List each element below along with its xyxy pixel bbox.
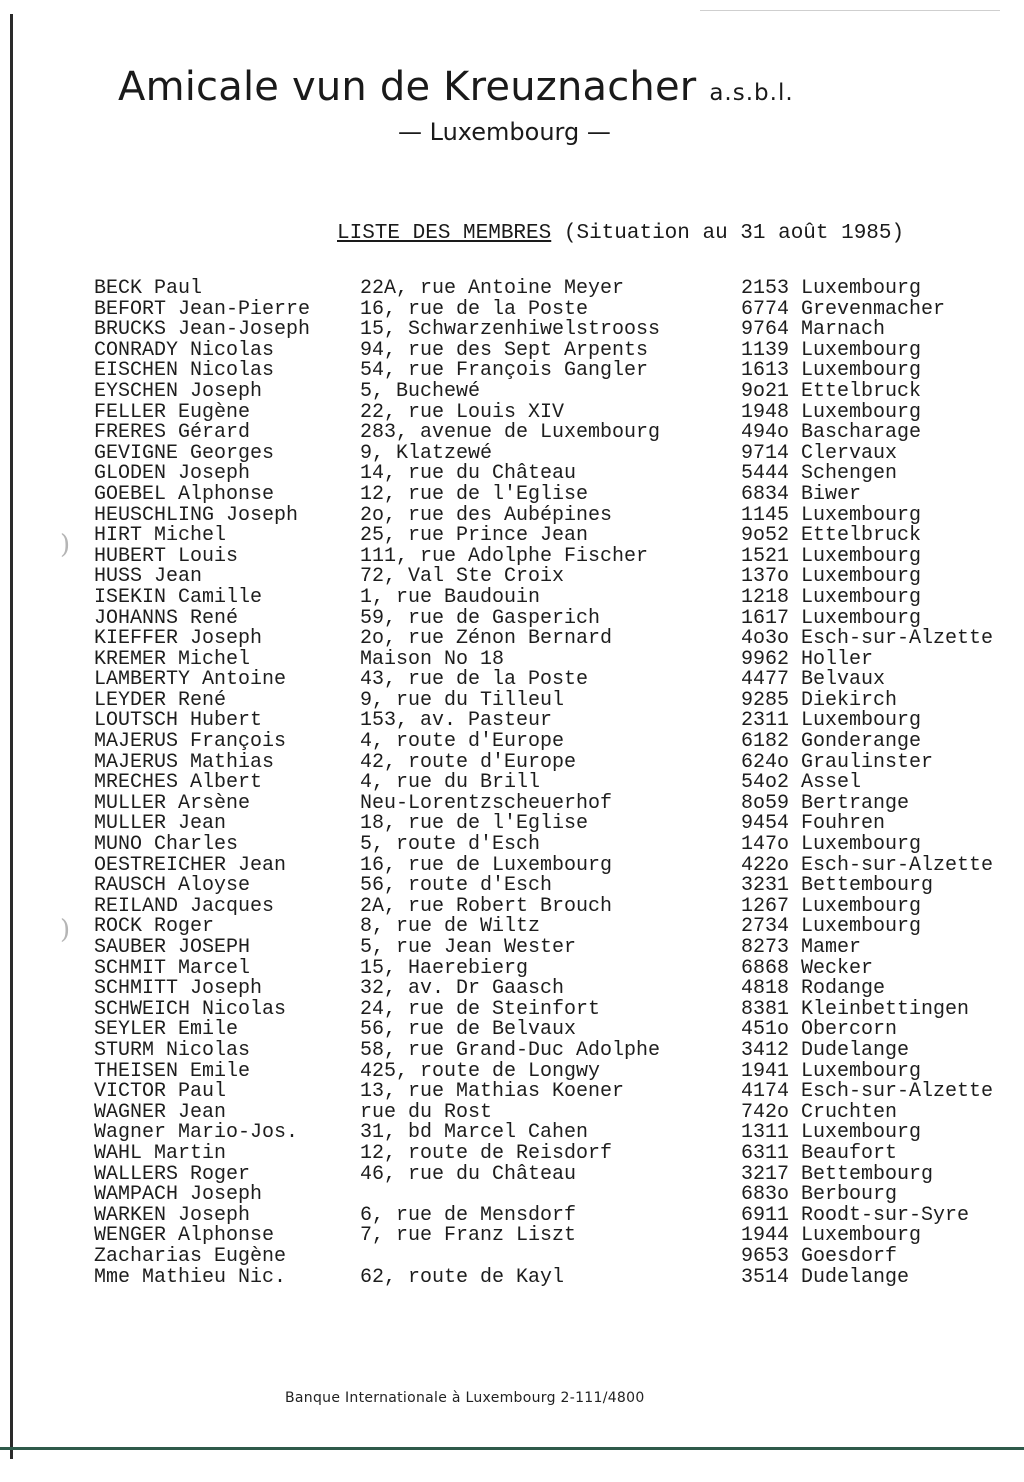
- member-street: 18, rue de l'Eglise: [360, 812, 589, 836]
- member-city: 4818 Rodange: [741, 977, 886, 1001]
- member-row: [0, 814, 1024, 835]
- member-city: 1944 Luxembourg: [741, 1224, 922, 1248]
- member-city: 8o59 Bertrange: [741, 791, 910, 815]
- member-street: 31, bd Marcel Cahen: [360, 1121, 589, 1145]
- member-street: 16, rue de la Poste: [360, 297, 589, 321]
- member-city: 2153 Luxembourg: [741, 277, 922, 300]
- member-row: [0, 997, 1024, 1021]
- member-name: OESTREICHER Jean: [94, 853, 287, 877]
- member-name: EISCHEN Nicolas: [94, 359, 275, 383]
- member-row: [0, 423, 1024, 444]
- member-name: GEVIGNE Georges: [94, 441, 275, 465]
- member-name: WAMPACH Joseph: [94, 1183, 263, 1207]
- member-city: 742o Cruchten: [741, 1100, 898, 1124]
- member-street: 25, rue Prince Jean: [360, 524, 589, 548]
- member-row: [0, 894, 1024, 918]
- member-row: [0, 629, 1024, 650]
- member-row: [0, 791, 1024, 815]
- member-row: [0, 400, 1024, 424]
- member-street: 153, av. Pasteur: [360, 709, 553, 733]
- member-city: 4174 Esch-sur-Alzette: [741, 1080, 994, 1104]
- member-row: [0, 711, 1024, 732]
- member-city: 3412 Dudelange: [741, 1038, 910, 1062]
- member-city: 422o Esch-sur-Alzette: [741, 853, 994, 877]
- member-name: GOEBEL Alphonse: [94, 482, 275, 506]
- member-name: MULLER Arsène: [94, 791, 251, 815]
- member-row: [0, 361, 1024, 382]
- member-street: 12, rue de l'Eglise: [360, 482, 589, 506]
- member-row: [0, 1244, 1024, 1268]
- member-street: 22, rue Louis XIV: [360, 400, 565, 424]
- member-city: 1145 Luxembourg: [741, 503, 922, 527]
- member-street: 4, route d'Europe: [360, 730, 565, 754]
- member-city: 1267 Luxembourg: [741, 894, 922, 918]
- member-city: 4477 Belvaux: [741, 668, 886, 692]
- member-name: BEFORT Jean-Pierre: [94, 297, 311, 321]
- member-street: Neu-Lorentzscheuerhof: [360, 791, 613, 815]
- member-name: MAJERUS Mathias: [94, 750, 275, 774]
- member-street: 13, rue Mathias Koener: [360, 1080, 625, 1104]
- member-street: 6, rue de Mensdorf: [360, 1203, 577, 1227]
- member-street: 15, Haerebierg: [360, 956, 529, 980]
- member-street: Maison No 18: [360, 647, 505, 671]
- member-name: WAGNER Jean: [94, 1100, 227, 1124]
- member-street: 42, route d'Europe: [360, 750, 577, 774]
- member-name: THEISEN Emile: [94, 1059, 251, 1083]
- member-row: [0, 320, 1024, 341]
- member-city: 9285 Diekirch: [741, 688, 898, 712]
- member-name: LAMBERTY Antoine: [94, 668, 287, 692]
- member-city: 9714 Clervaux: [741, 441, 898, 465]
- member-row: [0, 1203, 1024, 1227]
- member-name: REILAND Jacques: [94, 894, 275, 918]
- member-name: MAJERUS François: [94, 730, 287, 754]
- member-city: 9764 Marnach: [741, 318, 886, 342]
- member-name: Zacharias Eugène: [94, 1244, 287, 1268]
- member-name: BECK Paul: [94, 277, 203, 300]
- member-name: STURM Nicolas: [94, 1038, 251, 1062]
- member-row: [0, 956, 1024, 980]
- member-name: HUBERT Louis: [94, 544, 239, 568]
- member-row: [0, 1059, 1024, 1083]
- member-street: 46, rue du Château: [360, 1162, 577, 1186]
- member-name: EYSCHEN Joseph: [94, 379, 263, 403]
- member-street: 94, rue des Sept Arpents: [360, 338, 649, 362]
- member-city: 4o3o Esch-sur-Alzette: [741, 627, 994, 651]
- member-row: [0, 853, 1024, 877]
- member-row: [0, 585, 1024, 609]
- member-street: 15, Schwarzenhiwelstrooss: [360, 318, 661, 342]
- member-row: [0, 1082, 1024, 1103]
- member-city: 3217 Bettembourg: [741, 1162, 934, 1186]
- member-name: ISEKIN Camille: [94, 585, 263, 609]
- member-street: 43, rue de la Poste: [360, 668, 589, 692]
- member-street: 2A, rue Robert Brouch: [360, 894, 613, 918]
- page-subtitle: — Luxembourg —: [398, 118, 611, 146]
- member-city: 2734 Luxembourg: [741, 915, 922, 939]
- member-row: [0, 482, 1024, 506]
- member-street: 5, route d'Esch: [360, 833, 541, 857]
- member-name: SCHMIT Marcel: [94, 956, 251, 980]
- member-list: [0, 279, 1024, 1288]
- member-row: [0, 1265, 1024, 1289]
- member-city: 6911 Roodt-sur-Syre: [741, 1203, 970, 1227]
- member-name: MRECHES Albert: [94, 771, 263, 795]
- member-street: 111, rue Adolphe Fischer: [360, 544, 649, 568]
- member-city: 9o52 Ettelbruck: [741, 524, 922, 548]
- member-row: [0, 1185, 1024, 1206]
- member-row: [0, 544, 1024, 568]
- member-street: 425, route de Longwy: [360, 1059, 601, 1083]
- member-row: [0, 1123, 1024, 1144]
- member-street: 2o, rue des Aubépines: [360, 503, 613, 527]
- member-name: VICTOR Paul: [94, 1080, 227, 1104]
- member-row: [0, 1141, 1024, 1165]
- member-row: [0, 526, 1024, 547]
- member-city: 6834 Biwer: [741, 482, 862, 506]
- member-city: 1941 Luxembourg: [741, 1059, 922, 1083]
- member-city: 624o Graulinster: [741, 750, 934, 774]
- member-row: [0, 1162, 1024, 1186]
- member-name: JOHANNS René: [94, 606, 239, 630]
- member-name: HIRT Michel: [94, 524, 227, 548]
- member-row: [0, 567, 1024, 588]
- member-row: [0, 279, 1024, 300]
- member-row: [0, 297, 1024, 321]
- member-row: [0, 1020, 1024, 1041]
- member-name: LEYDER René: [94, 688, 227, 712]
- member-name: WARKEN Joseph: [94, 1203, 251, 1227]
- member-name: SCHMITT Joseph: [94, 977, 263, 1001]
- member-street: 62, route de Kayl: [360, 1265, 565, 1289]
- member-name: Mme Mathieu Nic.: [94, 1265, 287, 1289]
- member-name: WALLERS Roger: [94, 1162, 251, 1186]
- member-street: 283, avenue de Luxembourg: [360, 421, 661, 445]
- member-name: BRUCKS Jean-Joseph: [94, 318, 311, 342]
- member-row: [0, 647, 1024, 671]
- punch-hole-mark: ): [60, 530, 71, 560]
- member-street: 56, route d'Esch: [360, 874, 553, 898]
- member-name: HEUSCHLING Joseph: [94, 503, 299, 527]
- member-row: [0, 338, 1024, 362]
- list-heading: [337, 222, 904, 245]
- title-text: Amicale vun de Kreuznacher: [118, 64, 697, 110]
- member-name: MUNO Charles: [94, 833, 239, 857]
- member-street: 5, Buchewé: [360, 379, 481, 403]
- page-title: [118, 64, 978, 110]
- member-street: rue du Rost: [360, 1100, 493, 1124]
- member-street: 2o, rue Zénon Bernard: [360, 627, 613, 651]
- member-city: 6774 Grevenmacher: [741, 297, 946, 321]
- member-street: 59, rue de Gasperich: [360, 606, 601, 630]
- member-city: 2311 Luxembourg: [741, 709, 922, 733]
- member-row: [0, 979, 1024, 1000]
- member-street: 22A, rue Antoine Meyer: [360, 277, 625, 300]
- punch-hole-mark: ): [60, 915, 71, 945]
- member-name: KREMER Michel: [94, 647, 251, 671]
- member-row: [0, 1226, 1024, 1247]
- member-name: HUSS Jean: [94, 565, 203, 589]
- member-city: 683o Berbourg: [741, 1183, 898, 1207]
- member-row: [0, 606, 1024, 630]
- member-street: 5, rue Jean Wester: [360, 936, 577, 959]
- member-row: [0, 835, 1024, 856]
- member-row: [0, 773, 1024, 794]
- member-city: 1948 Luxembourg: [741, 400, 922, 424]
- member-name: GLODEN Joseph: [94, 462, 251, 486]
- member-street: 54, rue François Gangler: [360, 359, 649, 383]
- member-row: [0, 732, 1024, 753]
- member-city: 3231 Bettembourg: [741, 874, 934, 898]
- member-city: 137o Luxembourg: [741, 565, 922, 589]
- member-name: WAHL Martin: [94, 1141, 227, 1165]
- member-city: 1139 Luxembourg: [741, 338, 922, 362]
- member-name: SAUBER JOSEPH: [94, 936, 251, 959]
- footer-rule: [0, 1447, 1024, 1450]
- member-name: Wagner Mario-Jos.: [94, 1121, 299, 1145]
- member-street: 32, av. Dr Gaasch: [360, 977, 565, 1001]
- member-city: 5444 Schengen: [741, 462, 898, 486]
- member-row: [0, 503, 1024, 527]
- member-name: ROCK Roger: [94, 915, 215, 939]
- member-street: 9, Klatzewé: [360, 441, 493, 465]
- title-suffix: a.s.b.l.: [709, 80, 794, 106]
- member-name: SEYLER Emile: [94, 1018, 239, 1042]
- member-name: MULLER Jean: [94, 812, 227, 836]
- member-name: WENGER Alphonse: [94, 1224, 275, 1248]
- member-row: [0, 670, 1024, 691]
- member-street: 14, rue du Château: [360, 462, 577, 486]
- member-street: 8, rue de Wiltz: [360, 915, 541, 939]
- member-street: 7, rue Franz Liszt: [360, 1224, 577, 1248]
- list-heading-label: LISTE DES MEMBRES: [337, 222, 552, 245]
- member-row: [0, 464, 1024, 485]
- member-city: 6311 Beaufort: [741, 1141, 898, 1165]
- member-name: LOUTSCH Hubert: [94, 709, 263, 733]
- member-city: 1617 Luxembourg: [741, 606, 922, 630]
- list-heading-situation: (Situation au 31 août 1985): [563, 222, 905, 245]
- member-city: 9454 Fouhren: [741, 812, 886, 836]
- member-row: [0, 938, 1024, 959]
- member-name: CONRADY Nicolas: [94, 338, 275, 362]
- member-name: FRERES Gérard: [94, 421, 251, 445]
- member-city: 1613 Luxembourg: [741, 359, 922, 383]
- scan-top-line: [700, 10, 1000, 11]
- member-city: 9653 Goesdorf: [741, 1244, 898, 1268]
- member-name: RAUSCH Aloyse: [94, 874, 251, 898]
- member-city: 54o2 Assel: [741, 771, 862, 795]
- member-city: 1521 Luxembourg: [741, 544, 922, 568]
- member-row: [0, 1100, 1024, 1124]
- member-street: 1, rue Baudouin: [360, 585, 541, 609]
- member-street: 16, rue de Luxembourg: [360, 853, 613, 877]
- member-street: 58, rue Grand-Duc Adolphe: [360, 1038, 661, 1062]
- member-city: 8381 Kleinbettingen: [741, 997, 970, 1021]
- member-street: 56, rue de Belvaux: [360, 1018, 577, 1042]
- footer-bank: Banque Internationale à Luxembourg 2-111/4800: [285, 1390, 645, 1406]
- member-street: 4, rue du Brill: [360, 771, 541, 795]
- member-street: 12, route de Reisdorf: [360, 1141, 613, 1165]
- member-street: 72, Val Ste Croix: [360, 565, 565, 589]
- member-name: SCHWEICH Nicolas: [94, 997, 287, 1021]
- member-street: 24, rue de Steinfort: [360, 997, 601, 1021]
- member-street: 9, rue du Tilleul: [360, 688, 565, 712]
- member-name: FELLER Eugène: [94, 400, 251, 424]
- member-city: 451o Obercorn: [741, 1018, 898, 1042]
- member-city: 6868 Wecker: [741, 956, 874, 980]
- member-name: KIEFFER Joseph: [94, 627, 263, 651]
- member-city: 6182 Gonderange: [741, 730, 922, 754]
- member-city: 9962 Holler: [741, 647, 874, 671]
- member-city: 9o21 Ettelbruck: [741, 379, 922, 403]
- member-city: 147o Luxembourg: [741, 833, 922, 857]
- member-row: [0, 876, 1024, 897]
- member-row: [0, 1038, 1024, 1062]
- member-city: 8273 Mamer: [741, 936, 862, 959]
- member-row: [0, 750, 1024, 774]
- member-city: 1218 Luxembourg: [741, 585, 922, 609]
- member-city: 3514 Dudelange: [741, 1265, 910, 1289]
- member-row: [0, 379, 1024, 403]
- member-row: [0, 441, 1024, 465]
- member-row: [0, 917, 1024, 938]
- member-city: 494o Bascharage: [741, 421, 922, 445]
- member-row: [0, 688, 1024, 712]
- member-city: 1311 Luxembourg: [741, 1121, 922, 1145]
